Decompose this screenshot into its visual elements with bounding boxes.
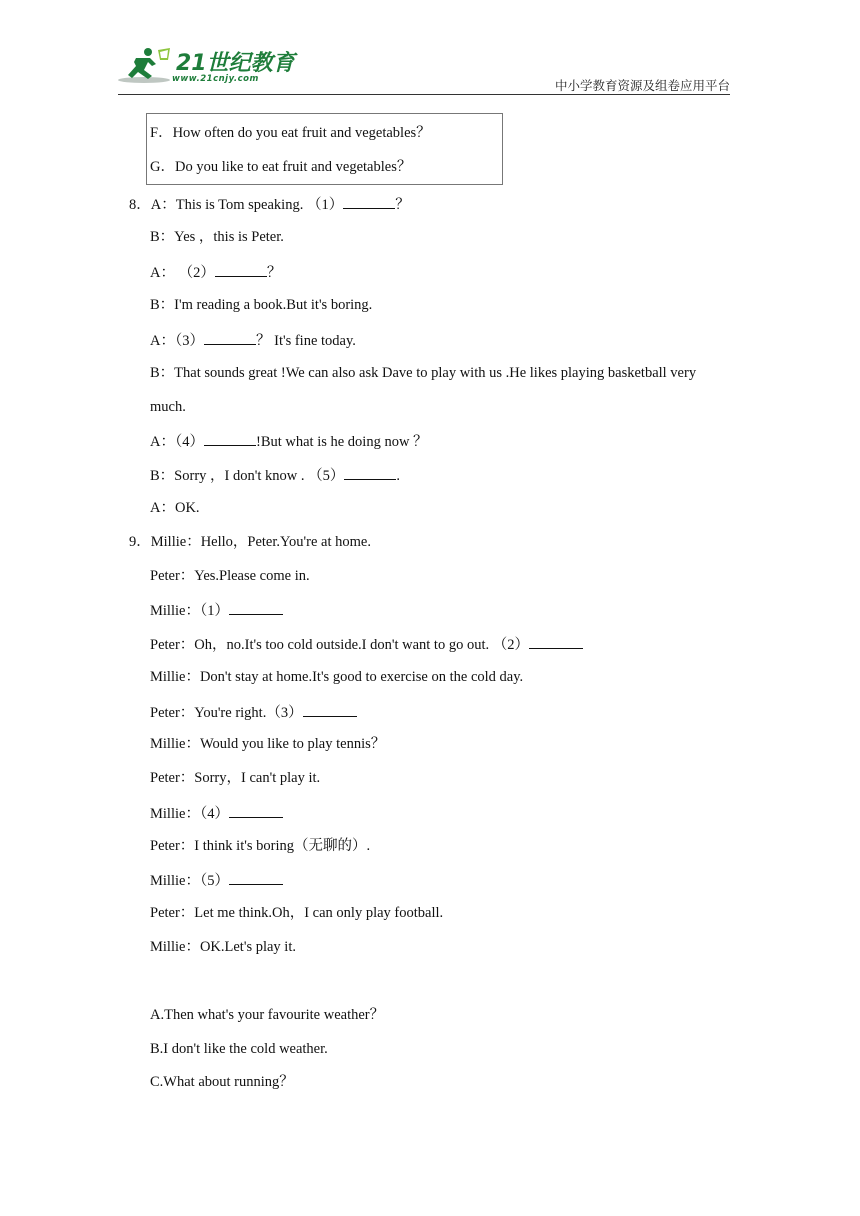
- logo-url: www.21cnjy.com: [172, 74, 259, 84]
- header-divider: [118, 94, 730, 95]
- q8-line-10: A：OK.: [150, 500, 200, 516]
- q8-blank-3[interactable]: [204, 329, 256, 345]
- option-g: G．Do you like to eat fruit and vegetables？: [150, 159, 412, 175]
- q9-line-12: Peter：Let me think.Oh，I can only play football.: [150, 905, 444, 921]
- q8-line-3-text: A： （2）: [150, 265, 215, 281]
- q9-line-11: [150, 869, 283, 891]
- platform-tagline: 中小学教育资源及组卷应用平台: [554, 78, 730, 93]
- q8-line-8-text: A：（4）: [150, 434, 204, 450]
- q8-line-3-end: ？: [266, 265, 282, 281]
- q9-line-2: Peter：Yes.Please come in.: [150, 568, 310, 584]
- q9-line-11-text: Millie：（5）: [150, 873, 229, 889]
- q9-line-4-text: Peter：Oh，no.It's too cold outside.I don't want to go out. （2）: [150, 637, 529, 653]
- q8-blank-5[interactable]: [344, 464, 396, 480]
- q9-line-9: [150, 802, 283, 824]
- logo-title: 21世纪教育: [176, 51, 295, 76]
- q8-line-1: [129, 193, 410, 215]
- q9-blank-3[interactable]: [303, 701, 357, 717]
- option-f: F．How often do you eat fruit and vegetables？: [150, 125, 431, 141]
- q8-line-5: [150, 329, 356, 351]
- q8-blank-1[interactable]: [343, 193, 395, 209]
- q8-blank-2[interactable]: [215, 261, 267, 277]
- q9-line-6-text: Peter：You're right.（3）: [150, 705, 303, 721]
- q8-line-1-text: 8．A：This is Tom speaking.: [129, 197, 304, 213]
- q8-line-5-text: A：（3）: [150, 333, 204, 349]
- q9-blank-1[interactable]: [229, 599, 283, 615]
- q8-line-7: much.: [150, 399, 186, 415]
- q8-line-6: B：That sounds great !We can also ask Dave to play with us .He likes playing basketball very: [150, 365, 697, 381]
- q9-option-a: A.Then what's your favourite weather？: [150, 1007, 385, 1023]
- q8-line-8: [150, 430, 428, 452]
- q8-line-1-end: ？: [395, 197, 410, 213]
- q9-line-4: [150, 633, 583, 655]
- page-header: [118, 40, 730, 96]
- q9-line-9-text: Millie：（4）: [150, 806, 229, 822]
- q9-blank-5[interactable]: [229, 869, 283, 885]
- q8-line-3: [150, 261, 281, 283]
- q9-blank-4[interactable]: [229, 802, 283, 818]
- q8-line-4: B：I'm reading a book.But it's boring.: [150, 297, 373, 313]
- q9-option-c: C.What about running？: [150, 1074, 294, 1090]
- q9-line-3: [150, 599, 283, 621]
- q8-line-8-end: !But what is he doing now ？: [255, 434, 428, 450]
- q9-line-13: Millie：OK.Let's play it.: [150, 939, 296, 955]
- q9-option-b: B.I don't like the cold weather.: [150, 1041, 328, 1057]
- q9-line-1: 9．Millie：Hello，Peter.You're at home.: [129, 534, 371, 550]
- q9-line-5: Millie：Don't stay at home.It's good to exercise on the cold day.: [150, 669, 524, 685]
- q9-line-7: Millie：Would you like to play tennis？: [150, 736, 386, 752]
- q8-blank-4[interactable]: [204, 430, 256, 446]
- q9-line-3-text: Millie：（1）: [150, 603, 229, 619]
- q8-blank-1-label: （1）: [306, 197, 344, 213]
- runner-logo-icon: [118, 46, 178, 86]
- q9-line-6: [150, 701, 357, 723]
- q8-line-9: [150, 464, 400, 486]
- q8-line-5-end: ？ It's fine today.: [255, 333, 356, 349]
- q8-line-9-text: B：Sorry ，I don't know . （5）: [150, 468, 345, 484]
- logo: [118, 40, 298, 92]
- q9-line-8: Peter：Sorry，I can't play it.: [150, 770, 321, 786]
- q8-line-9-end: .: [396, 468, 400, 484]
- q8-line-2: B：Yes ，this is Peter.: [150, 229, 284, 245]
- q9-blank-2[interactable]: [529, 633, 583, 649]
- q9-line-10: Peter：I think it's boring（无聊的）.: [150, 838, 371, 854]
